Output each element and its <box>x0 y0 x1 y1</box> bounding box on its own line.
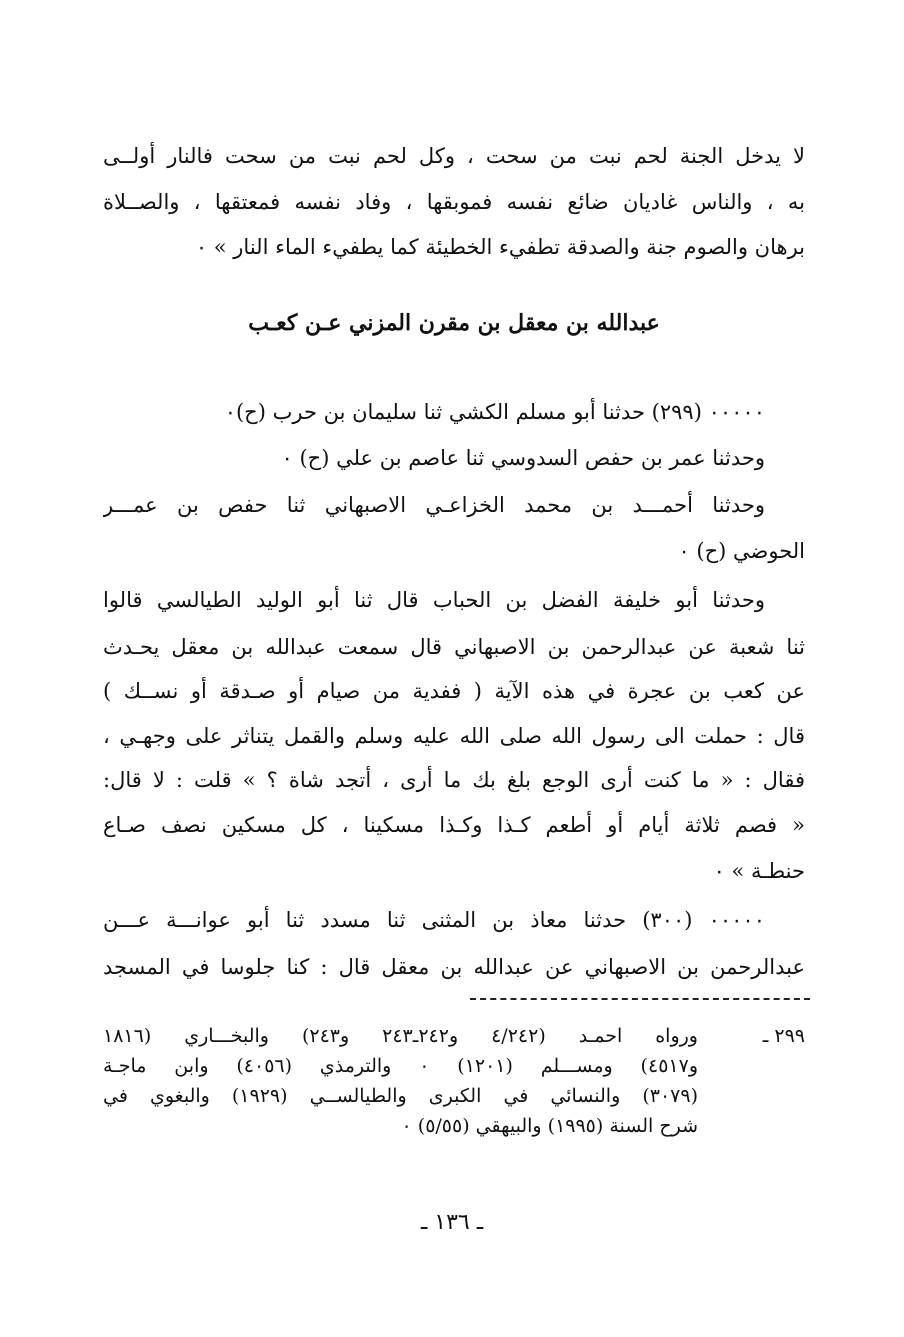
section-heading: عبدالله بن معقل بن مقرن المزني عـن كعـب <box>248 310 660 336</box>
hadith-299-line-2: وحدثنا عمر بن حفص السدوسي ثنا عاصم بن علي (ح) ٠ <box>281 446 765 470</box>
paragraph-2-line-6: « فصم ثلاثة أيام أو أطعم كـذا وكـذا مسكينا ، كل مسكين نصف صـاع <box>103 813 805 837</box>
paragraph-2-line-5: فقال : « ما كنت أرى الوجع بلغ بك ما أرى ، أتجد شاة ؟ » قلت : لا قال: <box>103 768 805 792</box>
paragraph-1-line-2: به ، والناس غاديان ضائع نفسه فموبقها ، وفاد نفسه فمعتقها ، والصــلاة <box>103 190 805 214</box>
hadith-300-line-2: عبدالرحمن بن الاصبهاني عن عبدالله بن معقل قال : كنا جلوسا في المسجد <box>103 955 805 979</box>
footnote-line-2: و٤٥١٧) ومســـلم (١٢٠١) ٠ والترمذي (٤٠٥٦) وابن ماجـة <box>103 1055 698 1077</box>
paragraph-1-line-3: برهان والصوم جنة والصدقة تطفيء الخطيئة كما يطفيء الماء النار » ٠ <box>195 235 805 259</box>
paragraph-2-line-1: وحدثنا أبو خليفة الفضل بن الحباب قال ثنا أبو الوليد الطيالسي قالوا <box>103 588 765 612</box>
hadith-300-line-1: ٠٠٠٠٠ (٣٠٠) حدثنا معاذ بن المثنى ثنا مسدد ثنا أبو عوانـــة عـــن <box>103 908 765 932</box>
hadith-299-line-3: وحدثنا أحمـــد بن محمد الخزاعـي الاصبهاني ثنا حفص بن عمـــر <box>103 493 765 517</box>
hadith-299-line-4: الحوضي (ح) ٠ <box>678 539 805 563</box>
paragraph-1-line-1: لا يدخل الجنة لحم نبت من سحت ، وكل لحم نبت من سحت فالنار أولــى <box>103 144 805 168</box>
paragraph-2-line-3: عن كعب بن عجرة في هذه الآية ( ففدية من صيام أو صـدقة أو نســك ) <box>103 679 805 703</box>
footnote-line-1: ورواه احمـد (٤/٢٤٢ و٢٤٢ـ٢٤٣ و٢٤٣) والبخـــاري (١٨١٦ <box>103 1025 698 1047</box>
page-number: ـ ١٣٦ ـ <box>420 1210 484 1235</box>
paragraph-2-line-2: ثنا شعبة عن عبدالرحمن بن الاصبهاني قال سمعت عبدالله بن معقل يحـدث <box>103 635 805 659</box>
paragraph-2-line-4: قال : حملت الى رسول الله صلى الله عليه وسلم والقمل يتناثر على وجهـي ، <box>103 724 805 748</box>
footnote-separator <box>470 998 810 1000</box>
paragraph-2-line-7: حنطـة » ٠ <box>713 859 805 883</box>
hadith-299-line-1: ٠٠٠٠٠ (٢٩٩) حدثنا أبو مسلم الكشي ثنا سليمان بن حرب (ح)٠ <box>224 400 765 424</box>
footnote-line-3: (٣٠٧٩) والنسائي في الكبرى والطيالســي (١٩٢٩) والبغوي في <box>103 1085 698 1107</box>
footnote-number: ٢٩٩ ـ <box>762 1025 805 1047</box>
footnote-line-4: شرح السنة (١٩٩٥) والبيهقي (٥/٥٥) ٠ <box>401 1115 698 1137</box>
